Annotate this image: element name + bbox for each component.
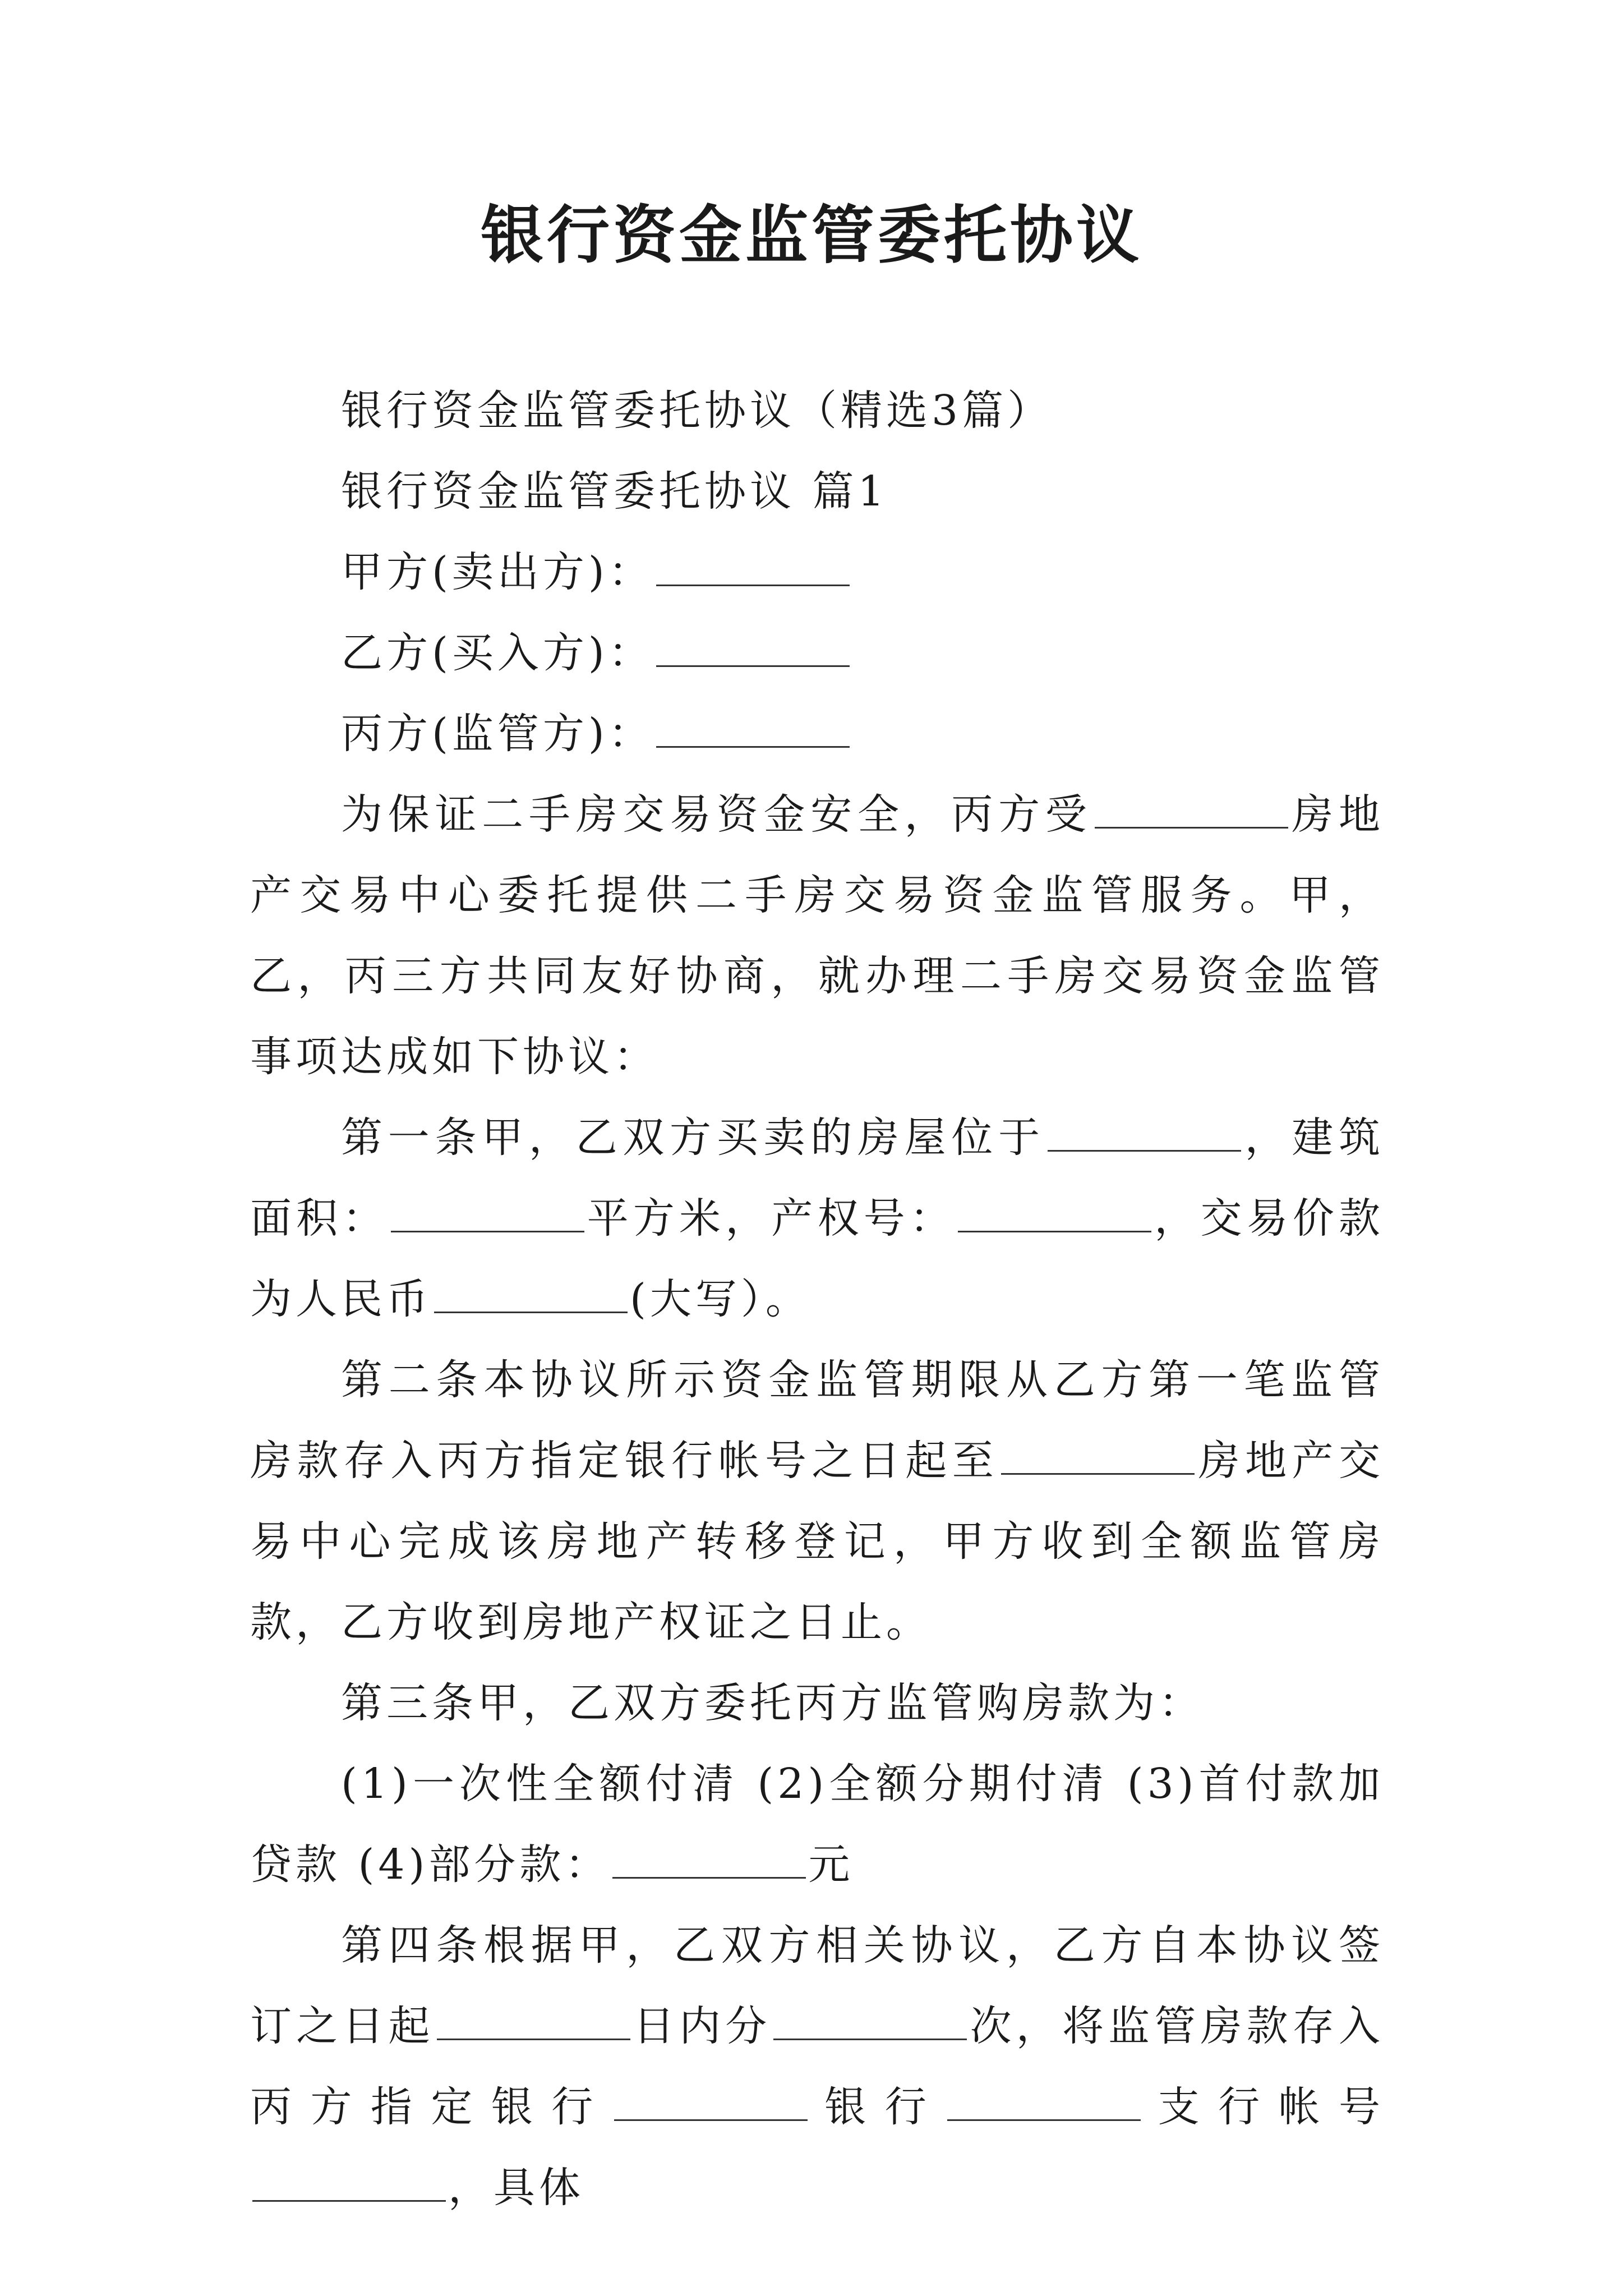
document-body [250, 370, 1384, 2228]
blank-field [656, 628, 850, 667]
blank-field [1001, 1435, 1195, 1475]
party-c-line: 丙方(监管方)： [250, 693, 1384, 774]
blank-field [958, 1193, 1151, 1232]
blank-field [612, 1839, 806, 1879]
blank-field [614, 2082, 808, 2121]
party-b-line: 乙方(买入方)： [250, 613, 1384, 693]
party-a-line: 甲方(卖出方)： [250, 532, 1384, 613]
blank-field [434, 1274, 628, 1313]
article-4-paragraph: 第四条根据甲，乙双方相关协议，乙方自本协议签订之日起 日内分 次，将监管房款存入丙方指定银行 银行 支行帐号，具体 [250, 1921, 1385, 2212]
blank-field [391, 1193, 584, 1232]
blank-field [947, 2082, 1141, 2121]
blank-field [656, 547, 850, 586]
article-2-paragraph: 第二条本协议所示资金监管期限从乙方第一笔监管房款存入丙方指定银行帐号之日起至 房地产交易中心完成该房地产转移登记，甲方收到全额监管房款，乙方收到房地产权证之日止。 [250, 1356, 1385, 1646]
document-title: 银行资金监管委托协议 [481, 199, 1142, 272]
blank-field [773, 2001, 967, 2040]
intro-paragraph: 为保证二手房交易资金安全，丙方受 房地产交易中心委托提供二手房交易资金监管服务。甲，乙，丙三方共同友好协商，就办理二手房交易资金监管事项达成如下协议： [250, 790, 1385, 1081]
blank-field [1048, 1112, 1241, 1152]
article-3-paragraph: 第三条甲，乙双方委托丙方监管购房款为： [341, 1679, 1204, 1727]
blank-field [437, 2001, 630, 2040]
section-heading: 银行资金监管委托协议 篇1 [341, 467, 888, 516]
article-1-paragraph: 第一条甲，乙双方买卖的房屋位于 ，建筑面积： 平方米，产权号： ，交易价款为人民币 (大写）。 [250, 1114, 1385, 1323]
article-3-options: (1)一次性全额付清 (2)全额分期付清 (3)首付款加贷款 (4)部分款： 元 [250, 1760, 1384, 1889]
blank-field [1095, 789, 1288, 829]
subtitle-line: 银行资金监管委托协议（精选3篇） [341, 386, 1053, 435]
blank-field [252, 2162, 446, 2202]
blank-field [656, 708, 850, 748]
